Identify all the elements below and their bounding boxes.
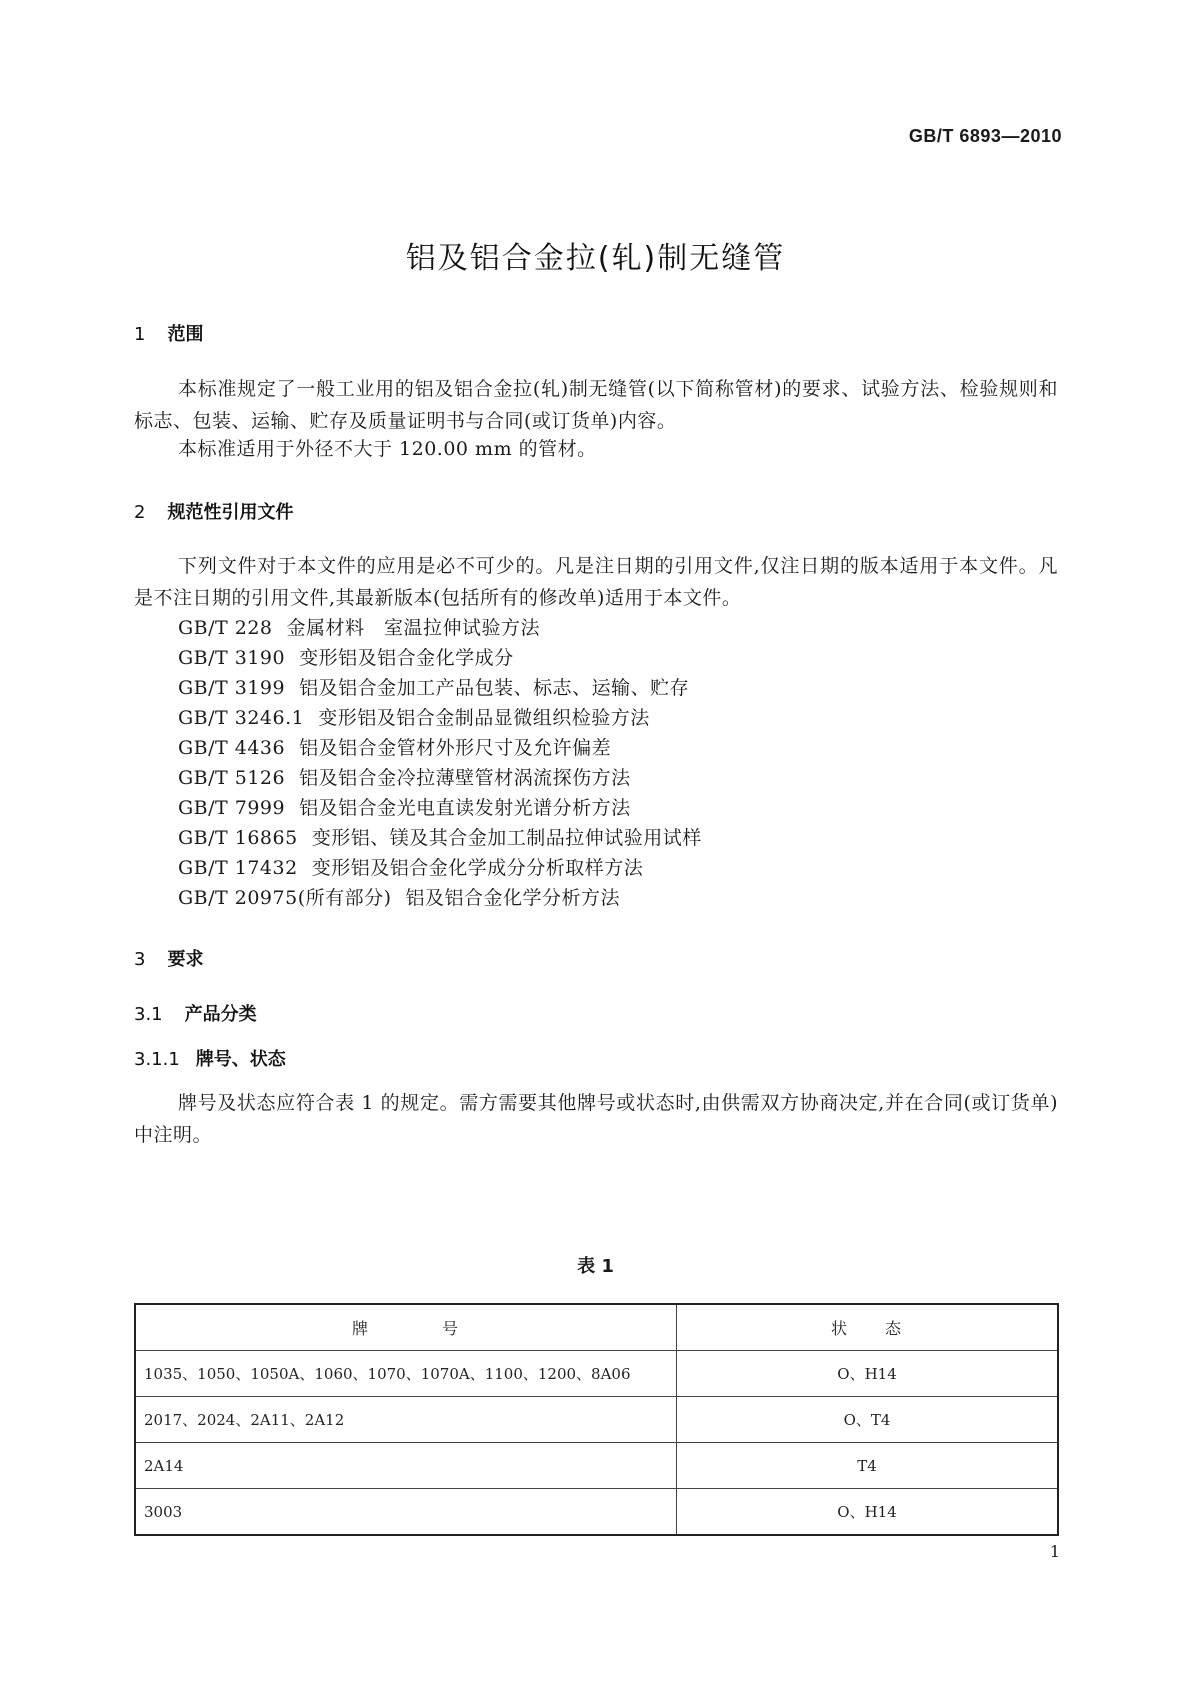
reference-code: GB/T 3246.1 xyxy=(178,707,305,729)
page-number: 1 xyxy=(1049,1542,1060,1561)
section-title: 规范性引用文件 xyxy=(167,502,294,523)
section-3-1-1-heading xyxy=(134,1045,286,1071)
section-3-heading xyxy=(134,945,203,971)
reference-code: GB/T 16865 xyxy=(178,827,298,849)
reference-item xyxy=(178,612,540,644)
reference-title: 变形铝及铝合金制品显微组织检验方法 xyxy=(318,707,650,729)
reference-title: 铝及铝合金冷拉薄壁管材涡流探伤方法 xyxy=(299,767,631,789)
section-1-paragraph-2: 本标准适用于外径不大于 120.00 mm 的管材。 xyxy=(178,438,597,460)
document-title: 铝及铝合金拉(轧)制无缝管 xyxy=(405,241,786,276)
grade-cell: 3003 xyxy=(135,1489,677,1536)
temper-cell: O、H14 xyxy=(677,1351,1059,1397)
reference-item xyxy=(178,792,631,824)
section-1-heading xyxy=(134,320,203,346)
reference-title: 变形铝、镁及其合金加工制品拉伸试验用试样 xyxy=(311,827,702,849)
reference-title: 变形铝及铝合金化学成分分析取样方法 xyxy=(311,857,644,879)
temper-cell: O、H14 xyxy=(677,1489,1059,1536)
reference-title: 铝及铝合金加工产品包装、标志、运输、贮存 xyxy=(299,677,690,699)
reference-code: GB/T 3190 xyxy=(178,647,286,669)
section-3-1-heading xyxy=(134,1000,257,1026)
reference-code: GB/T 5126 xyxy=(178,767,286,789)
reference-code: GB/T 3199 xyxy=(178,677,286,699)
reference-code: GB/T 228 xyxy=(178,617,273,639)
reference-title: 铝及铝合金光电直读发射光谱分析方法 xyxy=(299,797,631,819)
section-1-paragraph-1: 本标准规定了一般工业用的铝及铝合金拉(轧)制无缝管(以下简称管材)的要求、试验方法、检验规则和标志、包装、运输、贮存及质量证明书与合同(或订货单)内容。 xyxy=(134,378,1058,432)
reference-item xyxy=(178,672,689,704)
section-number: 1 xyxy=(134,324,146,345)
reference-item xyxy=(178,822,702,854)
section-number: 3.1 xyxy=(134,1004,163,1025)
section-title: 产品分类 xyxy=(184,1004,257,1025)
section-2-intro: 下列文件对于本文件的应用是必不可少的。凡是注日期的引用文件,仅注日期的版本适用于本文件。凡是不注日期的引用文件,其最新版本(包括所有的修改单)适用于本文件。 xyxy=(134,555,1058,609)
table-row xyxy=(135,1351,1058,1397)
reference-title: 金属材料 室温拉伸试验方法 xyxy=(286,617,541,639)
temper-cell: T4 xyxy=(677,1443,1059,1489)
section-number: 2 xyxy=(134,502,146,523)
grade-cell: 1035、1050、1050A、1060、1070、1070A、1100、1200、8A06 xyxy=(135,1351,677,1397)
reference-title: 铝及铝合金管材外形尺寸及允许偏差 xyxy=(299,737,612,759)
reference-title: 铝及铝合金化学分析方法 xyxy=(405,887,621,909)
grade-cell: 2017、2024、2A11、2A12 xyxy=(135,1397,677,1443)
standard-code: GB/T 6893—2010 xyxy=(908,126,1062,146)
table-row xyxy=(135,1443,1058,1489)
column-header-grade: 牌 号 xyxy=(135,1304,677,1351)
section-number: 3 xyxy=(134,949,146,970)
reference-item xyxy=(178,642,514,674)
reference-code: GB/T 4436 xyxy=(178,737,286,759)
temper-cell: O、T4 xyxy=(677,1397,1059,1443)
reference-item xyxy=(178,732,611,764)
table-row xyxy=(135,1397,1058,1443)
reference-item xyxy=(178,882,620,914)
reference-code: GB/T 17432 xyxy=(178,857,298,879)
section-title: 牌号、状态 xyxy=(195,1049,286,1070)
section-title: 要求 xyxy=(167,949,204,970)
table-caption: 表 1 xyxy=(577,1256,614,1277)
section-title: 范围 xyxy=(167,324,204,345)
table-header-row xyxy=(135,1304,1058,1351)
section-2-heading xyxy=(134,498,293,524)
reference-item xyxy=(178,702,650,734)
reference-item xyxy=(178,852,643,884)
section-3-1-1-paragraph: 牌号及状态应符合表 1 的规定。需方需要其他牌号或状态时,由供需双方协商决定,并在合同(或订货单)中注明。 xyxy=(134,1092,1058,1146)
column-header-temper: 状 态 xyxy=(677,1304,1059,1351)
grade-cell: 2A14 xyxy=(135,1443,677,1489)
reference-title: 变形铝及铝合金化学成分 xyxy=(299,647,514,669)
table-row xyxy=(135,1489,1058,1536)
reference-code: GB/T 7999 xyxy=(178,797,286,819)
reference-item xyxy=(178,762,631,794)
grade-temper-table xyxy=(134,1303,1059,1536)
reference-code: GB/T 20975(所有部分) xyxy=(178,887,392,909)
section-number: 3.1.1 xyxy=(134,1049,180,1070)
